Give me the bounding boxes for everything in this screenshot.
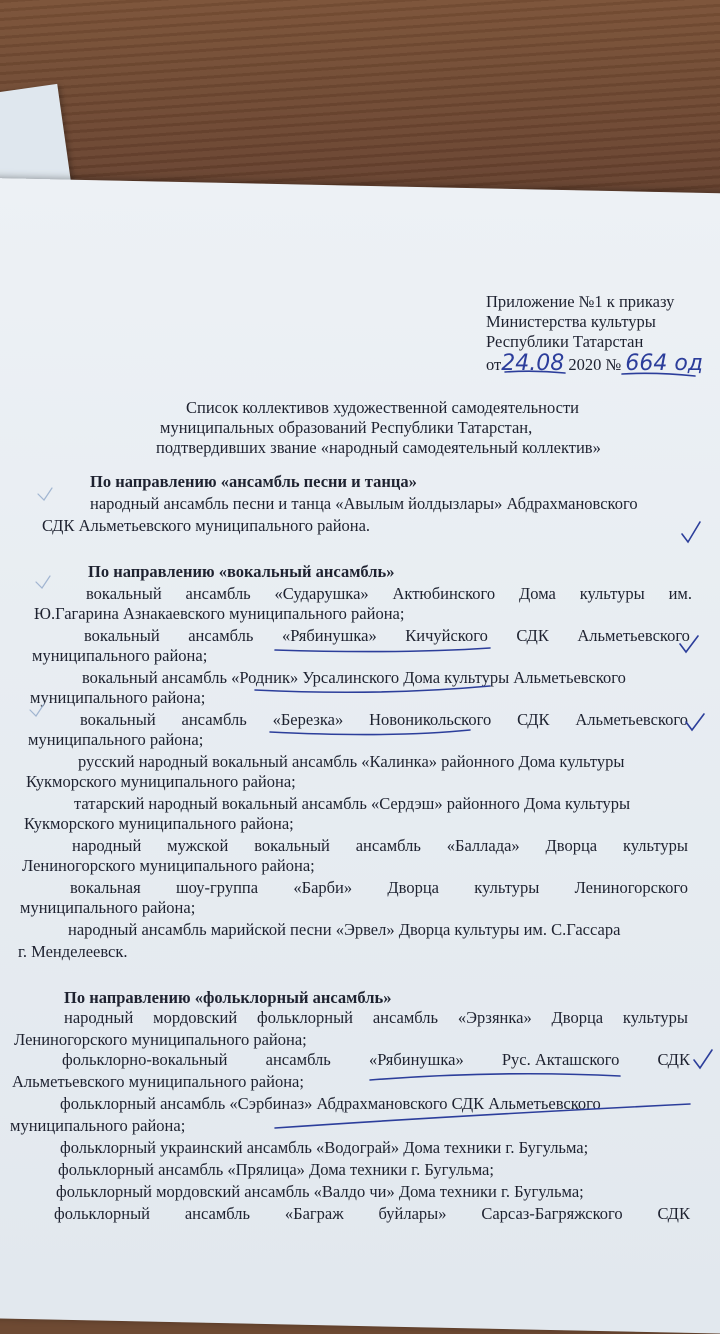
list-item-line: татарский народный вокальный ансамбль «Сердэш» районного Дома культуры — [74, 794, 631, 813]
list-item-line: фольклорный украинский ансамбль «Водограй» Дома техники г. Бугульма; — [60, 1138, 589, 1157]
list-item-line: Лениногорского муниципального района; — [14, 1030, 307, 1049]
list-item-line: фольклорный мордовский ансамбль «Валдо чи» Дома техники г. Бугульма; — [56, 1182, 584, 1201]
list-item-line: вокальный ансамбль «Березка» Новоникольского СДК Альметьевского — [80, 710, 688, 729]
list-item-line: народный мордовский фольклорный ансамбль «Эрзянка» Дворца культуры — [64, 1008, 688, 1027]
list-item-line: Кукморского муниципального района; — [26, 772, 296, 791]
list-item-line: муниципального района; — [28, 730, 204, 749]
list-item-line: вокальный ансамбль «Сударушка» Актюбинского Дома культуры им. — [86, 584, 692, 603]
list-item-line: фольклорный ансамбль «Баграж буйлары» Сарсаз-Багряжского СДК — [54, 1204, 690, 1223]
list-item-line: народный мужской вокальный ансамбль «Баллада» Дворца культуры — [72, 836, 688, 855]
section-heading-song-dance: По направлению «ансамбль песни и танца» — [90, 472, 417, 491]
appendix-line-1: Приложение №1 к приказу — [486, 292, 675, 311]
title-line-2: муниципальных образований Республики Татарстан, — [160, 418, 533, 437]
list-item-line: СДК Альметьевского муниципального района. — [42, 516, 371, 535]
handwritten-date: 24.08 — [501, 351, 565, 376]
list-item-line: вокальный ансамбль «Родник» Урсалинского Дома культуры Альметьевского — [82, 668, 626, 687]
list-item-line: муниципального района; — [10, 1116, 186, 1135]
appendix-line-2: Министерства культуры — [486, 312, 656, 331]
appendix-date-line — [486, 351, 704, 376]
list-item-line: муниципального района; — [32, 646, 208, 665]
list-item-line: народный ансамбль песни и танца «Авылым йолдызлары» Абдрахмановского — [90, 494, 638, 513]
appendix-line-3: Республики Татарстан — [486, 332, 644, 351]
list-item-line: муниципального района; — [30, 688, 206, 707]
date-year: 2020 № — [568, 355, 622, 374]
date-prefix: от — [486, 355, 502, 374]
list-item-line: фольклорный ансамбль «Прялица» Дома техники г. Бугульма; — [58, 1160, 494, 1179]
list-item-line: г. Менделеевск. — [18, 942, 128, 961]
list-item-line: фольклорный ансамбль «Сэрбиназ» Абдрахмановского СДК Альметьевского — [60, 1094, 601, 1113]
title-line-1: Список коллективов художественной самодеятельности — [186, 398, 579, 417]
list-item-line: вокальный ансамбль «Рябинушка» Кичуйского СДК Альметьевского — [84, 626, 690, 645]
section-heading-vocal: По направлению «вокальный ансамбль» — [88, 562, 395, 581]
list-item-line: муниципального района; — [20, 898, 196, 917]
list-item-line: русский народный вокальный ансамбль «Калинка» районного Дома культуры — [78, 752, 625, 771]
list-item-line: Альметьевского муниципального района; — [12, 1072, 304, 1091]
list-item-line: фольклорно-вокальный ансамбль «Рябинушка» Рус. Акташского СДК — [62, 1050, 690, 1069]
title-line-3: подтвердивших звание «народный самодеятельный коллектив» — [156, 438, 601, 457]
list-item-line: народный ансамбль марийской песни «Эрвел» Дворца культуры им. С.Гассара — [68, 920, 621, 939]
list-item-line: Лениногорского муниципального района; — [22, 856, 315, 875]
handwritten-order-number: 664 од — [625, 351, 704, 376]
list-item-line: вокальная шоу-группа «Барби» Дворца культуры Лениногорского — [70, 878, 688, 897]
section-heading-folk: По направлению «фольклорный ансамбль» — [64, 988, 392, 1007]
list-item-line: Ю.Гагарина Азнакаевского муниципального района; — [34, 604, 405, 623]
list-item-line: Кукморского муниципального района; — [24, 814, 294, 833]
